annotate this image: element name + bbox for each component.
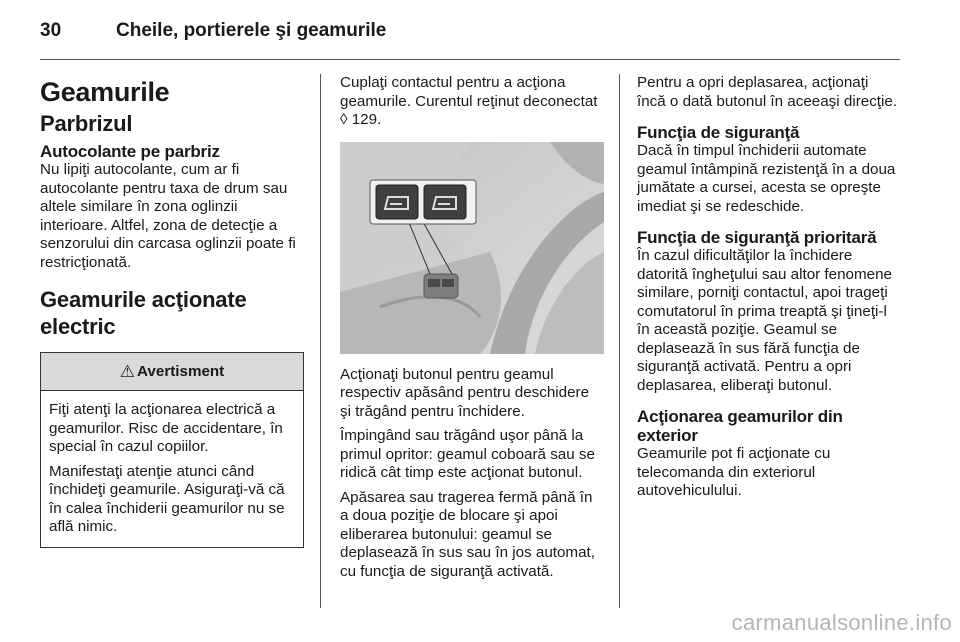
paragraph-firm: Apăsarea sau tragerea fermă până în a doua poziţie de blocare şi apoi eliberarea butonului: geamul se deplasează în sus sau în jos automat, cu funcţia de siguranţă activată.	[340, 488, 595, 580]
window-switch-figure	[340, 142, 604, 354]
section-title-windows: Geamurile	[40, 77, 170, 107]
window-switch-icon	[340, 142, 604, 354]
warning-title: Avertisment	[137, 363, 225, 380]
column-divider	[619, 74, 620, 608]
heading-outside-operation: Acţionarea geamurilor din exterior	[637, 407, 843, 445]
warning-header	[41, 353, 303, 391]
header-rule	[40, 59, 900, 60]
paragraph-outside: Geamurile pot fi acţionate cu telecomanda din exteriorul autovehiculului.	[637, 445, 831, 499]
column-left	[40, 74, 304, 548]
paragraph-operate: Acţionaţi butonul pentru geamul respectiv apăsând pentru deschidere şi trăgând pentru închidere.	[340, 365, 590, 420]
heading-safety-function: Funcţia de siguranţă	[637, 123, 800, 142]
warning-paragraph: Manifestaţi atenţie atunci când închideţi geamurile. Asiguraţi-vă că în calea închiderii geamurilor nu se află nimic.	[49, 462, 285, 535]
heading-power-windows: Geamurile acţionate electric	[40, 287, 247, 339]
paragraph-gentle: Împingând sau trăgând uşor până la primul opritor: geamul coboară sau se ridică cât timp este acţionat butonul.	[340, 427, 595, 481]
paragraph-safety: Dacă în timpul închiderii automate geamul întâmpină rezistenţă în a doua jumătate a cursei, acesta se opreşte imediat şi se redeschide.	[637, 142, 896, 215]
page-header	[40, 20, 386, 42]
column-middle	[340, 74, 604, 581]
column-divider	[320, 74, 321, 608]
warning-body	[41, 391, 303, 547]
warning-box	[40, 352, 304, 548]
chapter-title: Cheile, portierele şi geamurile	[116, 20, 387, 41]
paragraph-stop: Pentru a opri deplasarea, acţionaţi încă o dată butonul în aceeaşi direcţie.	[637, 74, 898, 110]
warning-triangle-icon: ⚠	[119, 361, 136, 381]
paragraph-stickers: Nu lipiţi autocolante, cum ar fi autocolante pentru taxa de drum sau altele similare în zona oglinzii interioare. Altfel, zona de detecţie a senzorului din carcasa oglinzii poate fi restricţionată.	[40, 161, 296, 271]
watermark: carmanualsonline.info	[731, 610, 952, 635]
heading-safety-override: Funcţia de siguranţă prioritară	[637, 228, 877, 247]
warning-paragraph: Fiţi atenţi la acţionarea electrică a geamurilor. Risc de accidentare, în special în cazul copiilor.	[49, 401, 283, 455]
column-right	[637, 74, 899, 501]
paragraph-ignition: Cuplaţi contactul pentru a acţiona geamurile. Curentul reţinut deconectat ◊ 129.	[340, 74, 598, 128]
paragraph-override: În cazul dificultăţilor la închidere datorită îngheţului sau altor fenomene similare, porniţi contactul, apoi trageţi comutatorul în prima treaptă şi ţineţi-l în această poziţie. Geamul se deplasează în sus fără funcţia de siguranţă activată. Pentru a opri deplasarea, eliberaţi butonul.	[637, 247, 892, 394]
heading-windscreen: Parbrizul	[40, 111, 133, 136]
heading-stickers: Autocolante pe parbriz	[40, 142, 220, 161]
page-number: 30	[40, 20, 62, 41]
